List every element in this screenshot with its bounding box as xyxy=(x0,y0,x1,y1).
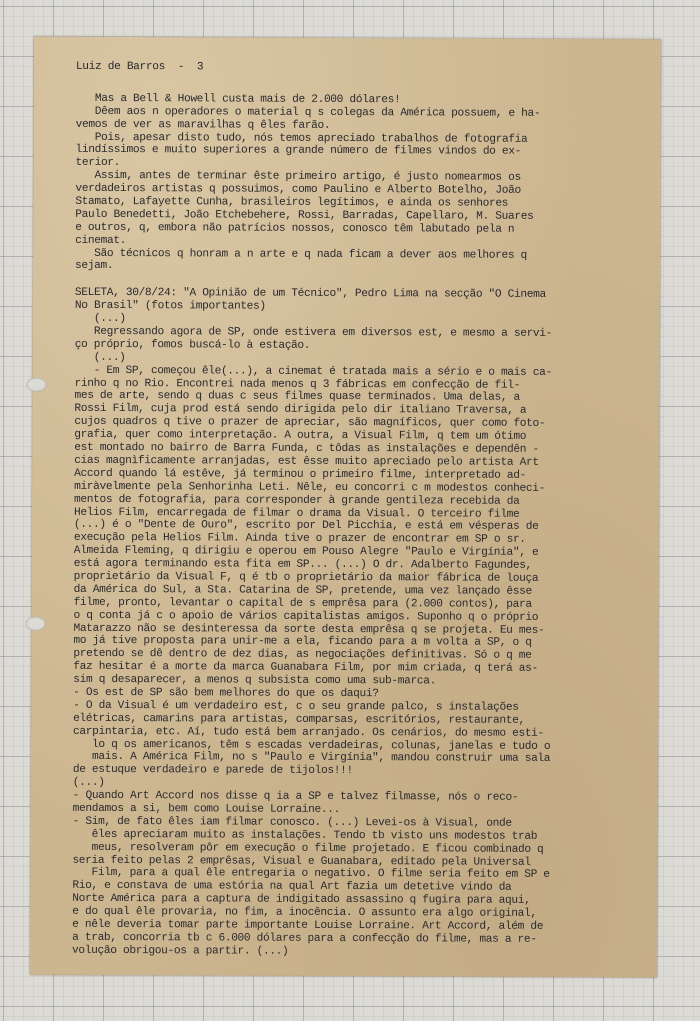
text-line: êles apreciaram muito as instalações. Tendo tb visto uns modestos trab xyxy=(72,828,538,843)
text-line: grafia, quer como interpretação. A outra, a Visual Film, q tem um ótimo xyxy=(74,428,527,443)
text-line: e do qual êle provaria, no fim, a inocência. O assunto era algo original, xyxy=(72,905,537,920)
typewritten-page xyxy=(30,37,661,978)
text-line: de estuque verdadeiro e parede de tijolos!!! xyxy=(72,764,353,778)
text-line: mentos de fotografia, para corresponder à grande gentileza recebida da xyxy=(74,493,520,508)
text-line: Paulo Benedetti, João Etchebehere, Rossi, Barradas, Capellaro, M. Suares xyxy=(75,208,534,223)
text-line: Norte América para a captura de indigitado assassino q fugira para aqui, xyxy=(72,893,531,908)
page-header xyxy=(76,61,656,76)
text-line: lindíssimos e muito superiores a grande número de filmes vindos do ex- xyxy=(75,144,522,159)
text-line: mendamos a si, bem como Louise Lorraine... xyxy=(72,802,340,816)
paragraph-block-1 xyxy=(75,93,656,276)
page-number: 3 xyxy=(196,61,204,74)
text-line: filme, pronto, levantar o capital de s emprêsa para (2.000 contos), para xyxy=(73,596,532,611)
text-line: mo já tive proposta para unir-me a ela, ficando para a m volta a SP, o q xyxy=(73,635,532,650)
text-line: Dêem aos n operadores o material q s colegas da América possuem, e ha- xyxy=(75,105,541,120)
text-line: Accord quando lá estêve, já terminou o primeiro filme, interpretado ad- xyxy=(74,467,526,482)
text-line: SELETA, 30/8/24: "A Opinião de um Técnico", Pedro Lima na secção "O Cinema xyxy=(74,287,546,302)
page-text xyxy=(72,61,656,960)
text-line: (...) é o "Dente de Ouro", escrito por Del Picchia, e está em vésperas de xyxy=(73,519,539,534)
text-line: São técnicos q honram a n arte e q nada ficam a dever aos melhores q xyxy=(75,247,527,262)
text-line: lo q os americanos, têm s escadas verdadeiras, colunas, janelas e tudo o xyxy=(72,738,551,753)
text-line: Helios Film, encarregada de filmar o drama da Visual. O terceiro filme xyxy=(73,506,520,521)
text-line: miràvelmente pela Senhorinha Leti. Nêle, eu concorri c m modestos conheci- xyxy=(74,480,546,495)
text-line: ço próprio, fomos buscá-lo à estação. xyxy=(74,338,311,352)
text-line: Almeida Fleming, q dirigiu e operou em Pouso Alegre "Paulo e Virgínia", e xyxy=(73,544,539,560)
text-line: meus, resolveram pôr em execução o filme projetado. E ficou combinado q xyxy=(72,841,544,856)
text-line: cujos quadros q tive o prazer de apreciar, são magníficos, quer como foto- xyxy=(74,416,546,431)
text-line: mais. A América Film, no s "Paulo e Virgínia", mandou construir uma sala xyxy=(72,751,551,766)
text-line: - Quando Art Accord nos disse q ia a SP e talvez filmasse, nós o reco- xyxy=(72,789,519,804)
text-line: elétricas, camarins para artistas, comparsas, escritórios, restaurante, xyxy=(73,712,525,727)
text-line: est montado no bairro de Barra Funda, c tôdas as instalações e dependên - xyxy=(74,441,539,456)
punch-hole xyxy=(25,617,45,631)
text-line: (...) xyxy=(74,351,126,364)
punch-hole xyxy=(27,378,47,392)
text-line: mes de arte, sendo q duas c seus filmes quase terminados. Uma delas, a xyxy=(74,390,520,405)
author-name: Luiz de Barros xyxy=(75,60,166,74)
text-line: proprietário da Visual F, q é tb o proprietário da maior fábrica de louça xyxy=(73,570,539,585)
text-line: rinho q no Rio. Encontrei nada menos q 3 fábricas em confecção de fil- xyxy=(74,377,521,392)
text-line: Regressando agora de SP, onde estivera em diversos est, e mesmo a servi- xyxy=(74,325,553,340)
text-line: e outros, q, embora não patrícios nossos, conosco têm labutado pela n xyxy=(75,221,515,236)
text-line: Rio, e constava de uma estória na qual Art fazia um detetive vindo da xyxy=(72,880,512,895)
text-line: - Em SP, começou êle(...), a cinemat é tratada mais a sério e o mais ca- xyxy=(74,364,552,379)
text-line: (...) xyxy=(74,312,126,326)
text-line: seria feito pelas 2 emprêsas, Visual e Guanabara, editado pela Universal xyxy=(72,854,531,869)
text-line: - Sim, de fato êles iam filmar conosco. (...) Levei-os à Visual, onde xyxy=(72,815,512,830)
text-line: verdadeiros artistas q possuimos, como Paulino e Alberto Botelho, João xyxy=(75,182,521,197)
text-line: sejam. xyxy=(75,260,114,273)
text-line: o q conta já c o apoio de vários capitalistas amigos. Suponho q o próprio xyxy=(73,609,539,624)
paragraph-block-2 xyxy=(72,287,655,960)
text-line: carpintaria, etc. Aí, tudo está bem arranjado. Os cenários, do mesmo esti- xyxy=(72,725,544,740)
text-line: sim q desaparecer, a menos q subsista como uma sub-marca. xyxy=(73,673,437,688)
text-line: Film, para a qual êle entregaria o negativo. O filme seria feito em SP e xyxy=(72,867,550,882)
text-line: - Os est de SP são bem melhores do que os daqui? xyxy=(73,686,379,701)
text-line: Rossi Film, cuja prod está sendo dirigida pelo dir italiano Traversa, a xyxy=(74,403,527,418)
text-line: pretendo se dê dentro de dez dias, as negociações definitivas. Só o q me xyxy=(73,648,532,663)
text-line: Stamato, Lafayette Cunha, brasileiros legítimos, e ainda os senhores xyxy=(75,195,509,210)
header-dash: - xyxy=(177,61,185,74)
text-line: Matarazzo não se desinteressa da sorte desta emprêsa q se projeta. Eu mes- xyxy=(73,622,545,637)
text-line: - O da Visual é um verdadeiro est, c o seu grande palco, s instalações xyxy=(73,699,519,714)
text-line: Assim, antes de terminar êste primeiro artigo, é justo nomearmos os xyxy=(75,170,521,184)
text-line: volução obrigou-os a partir. (...) xyxy=(72,944,289,958)
text-line: da América do Sul, a Sta. Catarina de SP, pretende, uma vez lançado êsse xyxy=(73,583,532,598)
text-line: No Brasil" (fotos importantes) xyxy=(74,300,266,313)
text-line: Mas a Bell & Howell custa mais de 2.000 dólares! xyxy=(75,92,401,107)
text-line: cinemat. xyxy=(75,234,127,247)
text-line: Pois, apesar disto tudo, nós temos apreciado trabalhos de fotografia xyxy=(75,131,528,146)
text-line: terior. xyxy=(75,157,121,170)
text-line: a trab, concorria tb c 6.000 dólares para a confecção do filme, mas a re- xyxy=(72,931,537,946)
text-line: vemos de ver as maravilhas q êles farão. xyxy=(75,118,331,132)
text-line: e nêle deveria tomar parte importante Louise Lorraine. Art Accord, além de xyxy=(72,918,544,933)
text-line: cias magnìficamente arranjadas, est êsse muito apreciado pelo artista Art xyxy=(74,454,539,469)
text-line: faz hesitar é a morte da marca Guanabara Film, por mim criada, q terá as- xyxy=(73,661,538,676)
text-line: (...) xyxy=(72,777,105,790)
text-line: execução pela Helios Film. Ainda tive o prazer de encontrar em SP o sr. xyxy=(73,532,526,547)
text-line: está agora terminando esta fita em SP... (...) O dr. Adalberto Fagundes, xyxy=(73,557,532,572)
